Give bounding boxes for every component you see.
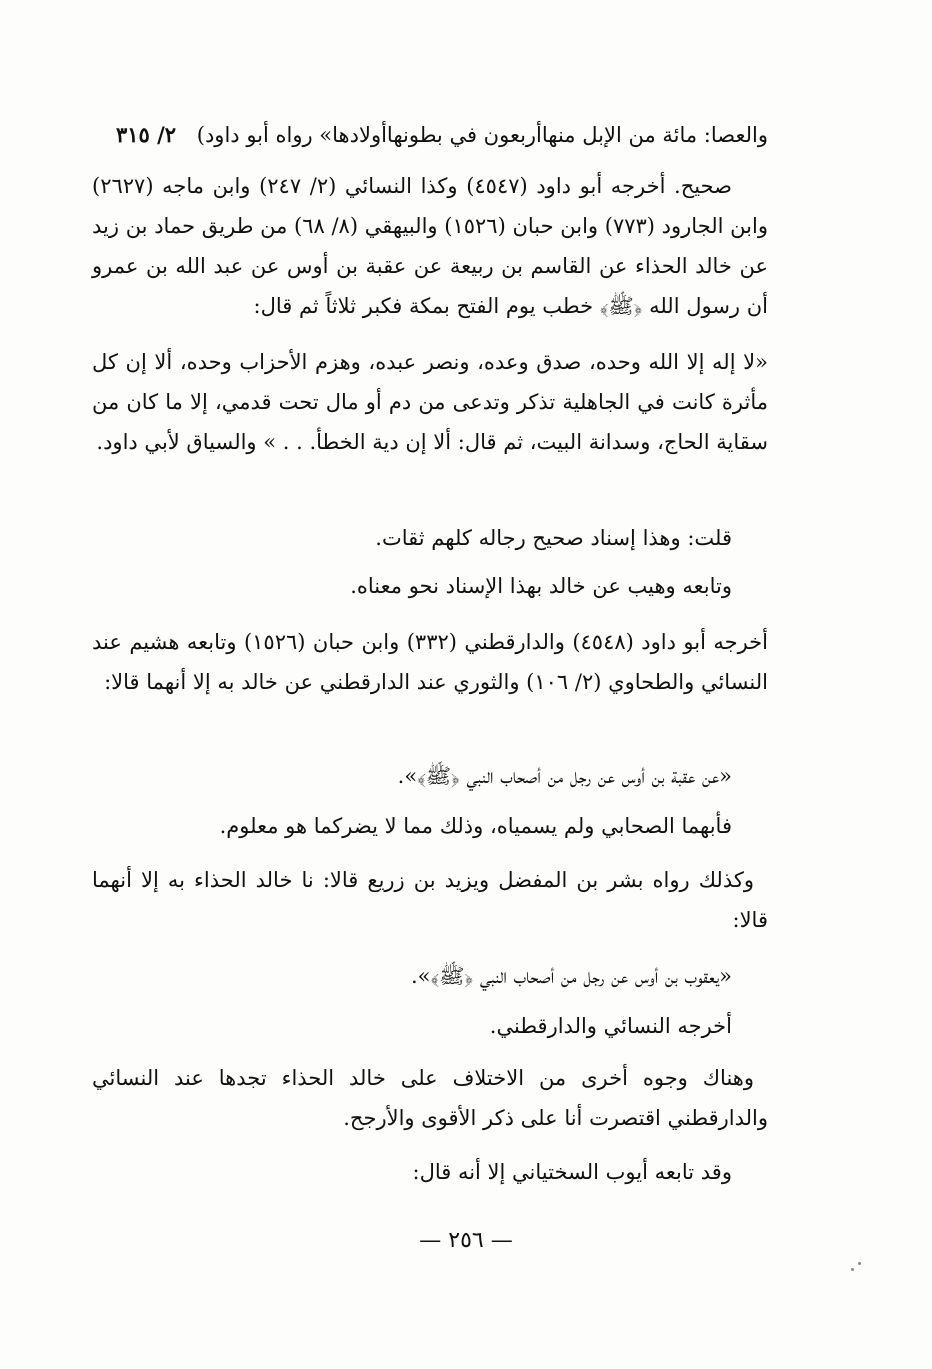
header-line	[92, 115, 768, 155]
page-number: — ٢٥٦ —	[419, 1228, 513, 1253]
scan-speck	[851, 1268, 854, 1271]
paragraph-hadith-text: «لا إله إلا الله وحده، صدق وعده، ونصر عبده، وهزم الأحزاب وحده، ألا إن كل مأثرة كانت في الجاهلية تذكر وتدعى من دم أو مال تحت قدمي، إلا ما كان من سقاية الحاج، وسدانة البيت، ثم قال: ألا إن دية الخطأ. . . » والسياق لأبي داود.	[92, 350, 768, 454]
paragraph-takhrij: صحيح. أخرجه أبو داود (٤٥٤٧) وكذا النسائي (٢/ ٢٤٧) وابن ماجه (٢٦٢٧) وابن الجارود (٧٧٣) وابن حبان (١٥٢٦) والبيهقي (٨/ ٦٨) من طريق حماد بن زيد عن خالد الحذاء عن القاسم بن ربيعة عن عقبة بن أوس عن عبد الله بن عمرو أن رسول الله ﴿ﷺ﴾ خطب يوم الفتح بمكة فكبر ثلاثاً ثم قال:	[92, 174, 768, 318]
paragraph-quote-uqba: «عن عقبة بن أوس عن رجل من أصحاب النبي ﴿ﷺ﴾».	[397, 764, 732, 788]
paragraph-other-variants: وهناك وجوه أخرى من الاختلاف على خالد الحذاء تجدها عند النسائي والدارقطني اقتصرت أنا على ذكر الأقوى والأرجح.	[92, 1066, 768, 1130]
paragraph-mutaba-wuhayb: وتابعه وهيب عن خالد بهذا الإسناد نحو معناه.	[350, 574, 732, 598]
paragraph-isnad-judgement: قلت: وهذا إسناد صحيح رجاله كلهم ثقات.	[375, 526, 732, 550]
header-text: والعصا: مائة من الإبل منهاأربعون في بطونهاأولادها» رواه أبو داود)	[196, 123, 768, 147]
scan-speck	[858, 1262, 861, 1265]
paragraph-quote-yaqub: «يعقوب بن أوس عن رجل من أصحاب النبي ﴿ﷺ﴾».	[410, 964, 732, 988]
paragraph-mutaba-ayyub: وقد تابعه أيوب السختياني إلا أنه قال:	[412, 1160, 732, 1184]
header-reference: ٢/ ٣١٥	[115, 122, 177, 147]
paragraph-bishr-yazid: وكذلك رواه بشر بن المفضل ويزيد بن زريع قالا: نا خالد الحذاء به إلا أنهما قالا:	[92, 868, 768, 932]
paragraph-takhrij-2: أخرجه أبو داود (٤٥٤٨) والدارقطني (٣٣٢) وابن حبان (١٥٢٦) وتابعه هشيم عند النسائي والطحاوي (٢/ ١٠٦) والثوري عند الدارقطني عن خالد به إلا أنهما قالا:	[92, 630, 768, 694]
paragraph-takhrij-3: أخرجه النسائي والدارقطني.	[489, 1014, 732, 1038]
paragraph-sahabi-note: فأبهما الصحابي ولم يسمياه، وذلك مما لا يضركما هو معلوم.	[219, 814, 732, 838]
